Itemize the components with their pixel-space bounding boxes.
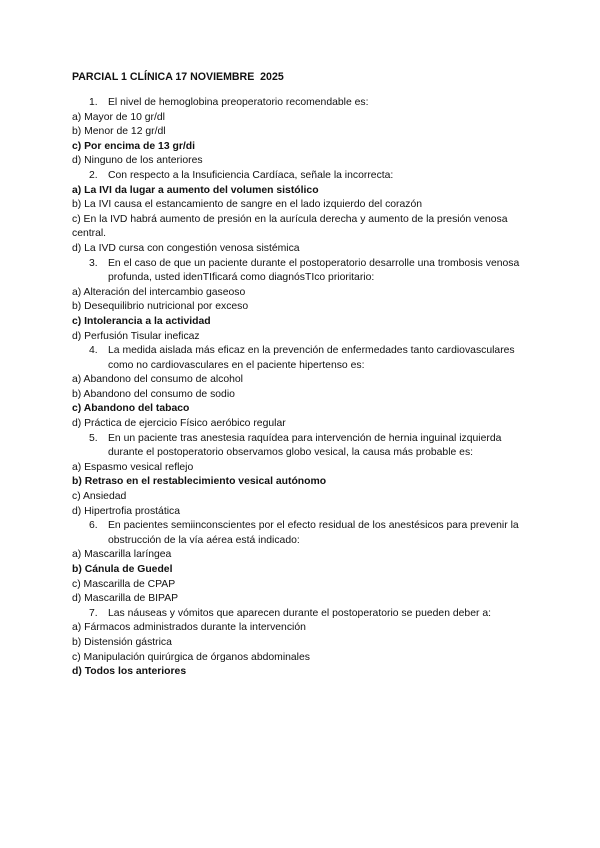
answer-option: d) Mascarilla de BIPAP bbox=[72, 593, 179, 605]
question-block bbox=[72, 519, 534, 607]
answer-option: a) Mayor de 10 gr/dl bbox=[72, 111, 165, 123]
question-block bbox=[72, 344, 534, 432]
answer-option: b) Distensión gástrica bbox=[72, 636, 172, 648]
question-text: En un paciente tras anestesia raquídea para intervención de hernia inguinal izquierda durante el postoperatorio observamos globo vesical, la causa más probable es: bbox=[108, 432, 502, 459]
question-text: Las náuseas y vómitos que aparecen durante el postoperatorio se pueden deber a: bbox=[108, 607, 491, 619]
answer-option: b) Desequilibrio nutricional por exceso bbox=[72, 301, 249, 313]
answer-option: a) Alteración del intercambio gaseoso bbox=[72, 286, 246, 298]
question-text: La medida aislada más eficaz en la prevención de enfermedades tanto cardiovasculares como no cardiovasculares en el paciente hipertenso es: bbox=[108, 345, 515, 371]
question-block bbox=[72, 257, 534, 345]
answer-option: a) Abandono del consumo de alcohol bbox=[72, 374, 243, 386]
question-stem bbox=[72, 607, 534, 622]
question-list bbox=[72, 96, 534, 680]
answer-option: c) Mascarilla de CPAP bbox=[72, 578, 176, 590]
answer-option: d) Hipertrofia prostática bbox=[72, 505, 180, 517]
question-number: 2. bbox=[89, 169, 98, 181]
answer-option: c) Manipulación quirúrgica de órganos abdominales bbox=[72, 651, 310, 663]
question-stem bbox=[72, 432, 534, 461]
answer-option: c) En la IVD habrá aumento de presión en la aurícula derecha y aumento de la presión venosa central. bbox=[72, 213, 508, 240]
question-text: En pacientes semiinconscientes por el efecto residual de los anestésicos para prevenir la obstrucción de la vía aérea está indicado: bbox=[108, 520, 519, 546]
answer-option: b) La IVI causa el estancamiento de sangre en el lado izquierdo del corazón bbox=[72, 199, 423, 211]
question-text: Con respecto a la Insuficiencia Cardíaca, señale la incorrecta: bbox=[108, 169, 394, 181]
question-text: El nivel de hemoglobina preoperatorio recomendable es: bbox=[108, 97, 369, 108]
answer-option-correct: d) Todos los anteriores bbox=[72, 666, 187, 678]
question-number: 4. bbox=[89, 345, 98, 357]
answer-option: d) Perfusión Tisular ineficaz bbox=[72, 330, 200, 342]
answer-option-correct: c) Abandono del tabaco bbox=[72, 403, 190, 415]
answer-option: c) Ansiedad bbox=[72, 491, 127, 503]
question-stem bbox=[72, 257, 534, 286]
answer-option: d) Ninguno de los anteriores bbox=[72, 155, 203, 167]
answer-option: d) Práctica de ejercicio Físico aeróbico regular bbox=[72, 418, 286, 430]
answer-option: a) Mascarilla laríngea bbox=[72, 549, 172, 561]
question-block bbox=[72, 169, 534, 257]
answer-option: a) Fármacos administrados durante la intervención bbox=[72, 622, 306, 634]
answer-option-correct: a) La IVI da lugar a aumento del volumen sistólico bbox=[72, 184, 319, 196]
question-number: 7. bbox=[89, 607, 98, 619]
answer-option: a) Espasmo vesical reflejo bbox=[72, 461, 194, 473]
page-title: PARCIAL 1 CLÍNICA 17 NOVIEMBRE 2025 bbox=[72, 71, 284, 83]
question-stem bbox=[72, 519, 534, 548]
answer-option-correct: c) Intolerancia a la actividad bbox=[72, 315, 211, 327]
answer-option: b) Abandono del consumo de sodio bbox=[72, 388, 235, 400]
answer-option-correct: b) Cánula de Guedel bbox=[72, 564, 173, 575]
question-block bbox=[72, 96, 534, 169]
question-number: 6. bbox=[89, 520, 98, 532]
question-stem bbox=[72, 344, 534, 373]
answer-option-correct: c) Por encima de 13 gr/di bbox=[72, 140, 195, 152]
question-number: 3. bbox=[89, 257, 98, 269]
question-stem bbox=[72, 169, 534, 184]
question-block bbox=[72, 432, 534, 520]
answer-option: b) Menor de 12 gr/dl bbox=[72, 126, 166, 138]
question-block bbox=[72, 607, 534, 680]
question-stem bbox=[72, 96, 534, 111]
question-number: 1. bbox=[89, 97, 98, 108]
question-text: En el caso de que un paciente durante el postoperatorio desarrolle una trombosis venosa profunda, usted idenTIficará como diagnósTIco prioritario: bbox=[108, 257, 520, 284]
question-number: 5. bbox=[89, 432, 98, 444]
answer-option-correct: b) Retraso en el restablecimiento vesical autónomo bbox=[72, 476, 327, 488]
answer-option: d) La IVD cursa con congestión venosa sistémica bbox=[72, 242, 300, 254]
